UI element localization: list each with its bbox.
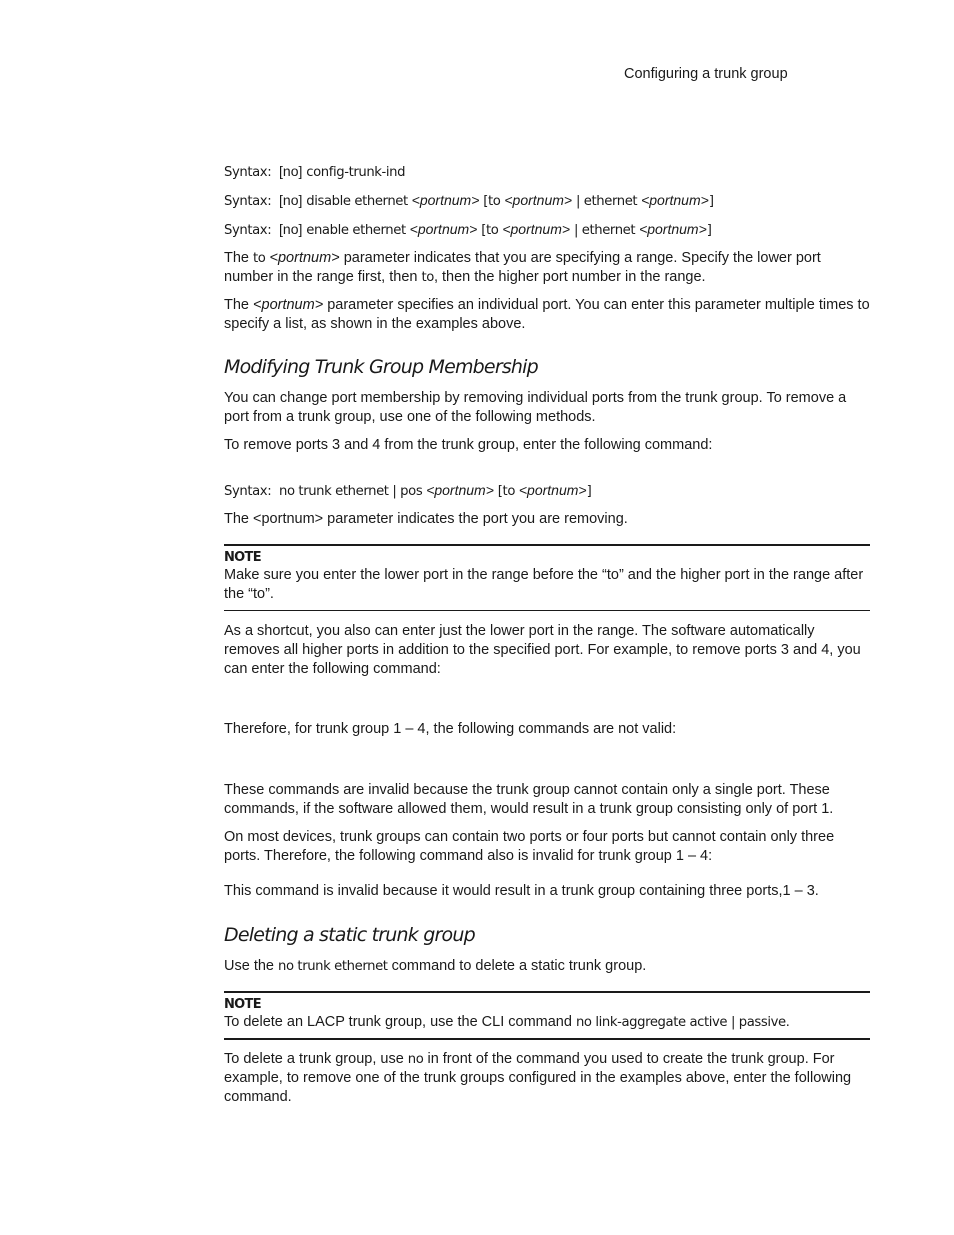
note-box-lacp — [224, 991, 870, 1040]
paragraph-portnum-parameter: The <portnum> parameter specifies an individual port. You can enter this parameter multiple times to specify a list, as shown in the examples above. — [224, 297, 870, 332]
syntax-variable: <portnum> — [411, 192, 480, 208]
syntax-no-trunk-ethernet — [224, 481, 870, 501]
syntax-keyword: [to — [483, 194, 501, 209]
syntax-optional: [no] — [279, 221, 303, 237]
section-heading-delete: Deleting a static trunk group — [224, 924, 475, 946]
syntax-label: Syntax: — [224, 223, 272, 238]
inline-variable: <portnum> — [269, 250, 340, 266]
note-label: NOTE — [224, 550, 261, 565]
inline-keyword: no trunk ethernet — [278, 959, 388, 974]
syntax-variable: <portnum> — [639, 221, 707, 237]
paragraph-remove-ports: To remove ports 3 and 4 from the trunk group, enter the following command: — [224, 437, 713, 453]
syntax-config-trunk-ind — [224, 162, 870, 182]
syntax-variable: <portnum> — [426, 482, 494, 498]
syntax-command: config-trunk-ind — [306, 165, 406, 180]
note-box-range — [224, 544, 870, 611]
paragraph-not-valid: Therefore, for trunk group 1 – 4, the following commands are not valid: — [224, 721, 677, 737]
syntax-keyword: | ethernet — [575, 194, 638, 209]
note-text: To delete an LACP trunk group, use the CLI command no link-aggregate active | passive. — [224, 1014, 790, 1030]
syntax-command: disable ethernet — [306, 194, 408, 209]
paragraph-delete-intro: Use the no trunk ethernet command to delete a static trunk group. — [224, 958, 647, 974]
syntax-keyword: [to — [481, 223, 499, 238]
syntax-command: enable ethernet — [306, 223, 406, 238]
syntax-bracket: ] — [586, 484, 592, 499]
syntax-keyword: | ethernet — [573, 223, 636, 238]
running-header: Configuring a trunk group — [624, 66, 788, 82]
syntax-keyword: [to — [497, 484, 515, 499]
inline-keyword: no link-aggregate active | passive — [575, 1015, 786, 1030]
document-body — [224, 162, 870, 1116]
syntax-optional: [no] — [279, 163, 303, 179]
inline-keyword: no — [407, 1052, 424, 1067]
inline-keyword: to — [421, 270, 434, 285]
section-heading-modify: Modifying Trunk Group Membership — [224, 356, 538, 378]
syntax-variable: <portnum> — [641, 192, 709, 208]
syntax-command: no trunk ethernet | pos — [279, 484, 423, 499]
syntax-bracket: ] — [708, 194, 714, 209]
paragraph-delete-trunk: To delete a trunk group, use no in front of the command you used to create the trunk group. For example, to remove one of the trunk groups configured in the examples above, enter the following command. — [224, 1051, 852, 1105]
syntax-variable: <portnum> — [502, 221, 571, 237]
inline-keyword: to — [253, 251, 266, 266]
syntax-optional: [no] — [279, 192, 303, 208]
syntax-label: Syntax: — [224, 165, 272, 180]
note-text: Make sure you enter the lower port in the range before the “to” and the higher port in the range after the “to”. — [224, 567, 864, 602]
note-label: NOTE — [224, 997, 261, 1012]
syntax-variable: <portnum> — [504, 192, 573, 208]
paragraph-shortcut: As a shortcut, you also can enter just the lower port in the range. The software automatically removes all higher ports in addition to the specified port. For example, to remove ports 3 and 4, you can enter the following command: — [224, 623, 861, 677]
paragraph-portnum-removing: The <portnum> parameter indicates the port you are removing. — [224, 511, 628, 527]
paragraph-modify-intro: You can change port membership by removing individual ports from the trunk group. To remove a port from a trunk group, use one of the following methods. — [224, 390, 847, 425]
paragraph-invalid-three-ports: This command is invalid because it would result in a trunk group containing three ports,1 – 3. — [224, 883, 819, 899]
syntax-label: Syntax: — [224, 194, 272, 209]
syntax-label: Syntax: — [224, 484, 272, 499]
syntax-variable: <portnum> — [518, 482, 587, 498]
syntax-variable: <portnum> — [409, 221, 478, 237]
syntax-enable-ethernet — [224, 220, 870, 240]
inline-variable: <portnum> — [253, 297, 324, 313]
paragraph-three-ports: On most devices, trunk groups can contain two ports or four ports but cannot contain only three ports. Therefore, the following command also is invalid for trunk group 1 – 4: — [224, 829, 835, 864]
paragraph-invalid-single-port: These commands are invalid because the trunk group cannot contain only a single port. These commands, if the software allowed them, would result in a trunk group consisting only of port 1. — [224, 782, 834, 817]
syntax-disable-ethernet — [224, 191, 870, 211]
syntax-bracket: ] — [706, 223, 712, 238]
paragraph-to-parameter: The to <portnum> parameter indicates that you are specifying a range. Specify the lower port number in the range first, then to, then the higher port number in the range. — [224, 250, 821, 285]
